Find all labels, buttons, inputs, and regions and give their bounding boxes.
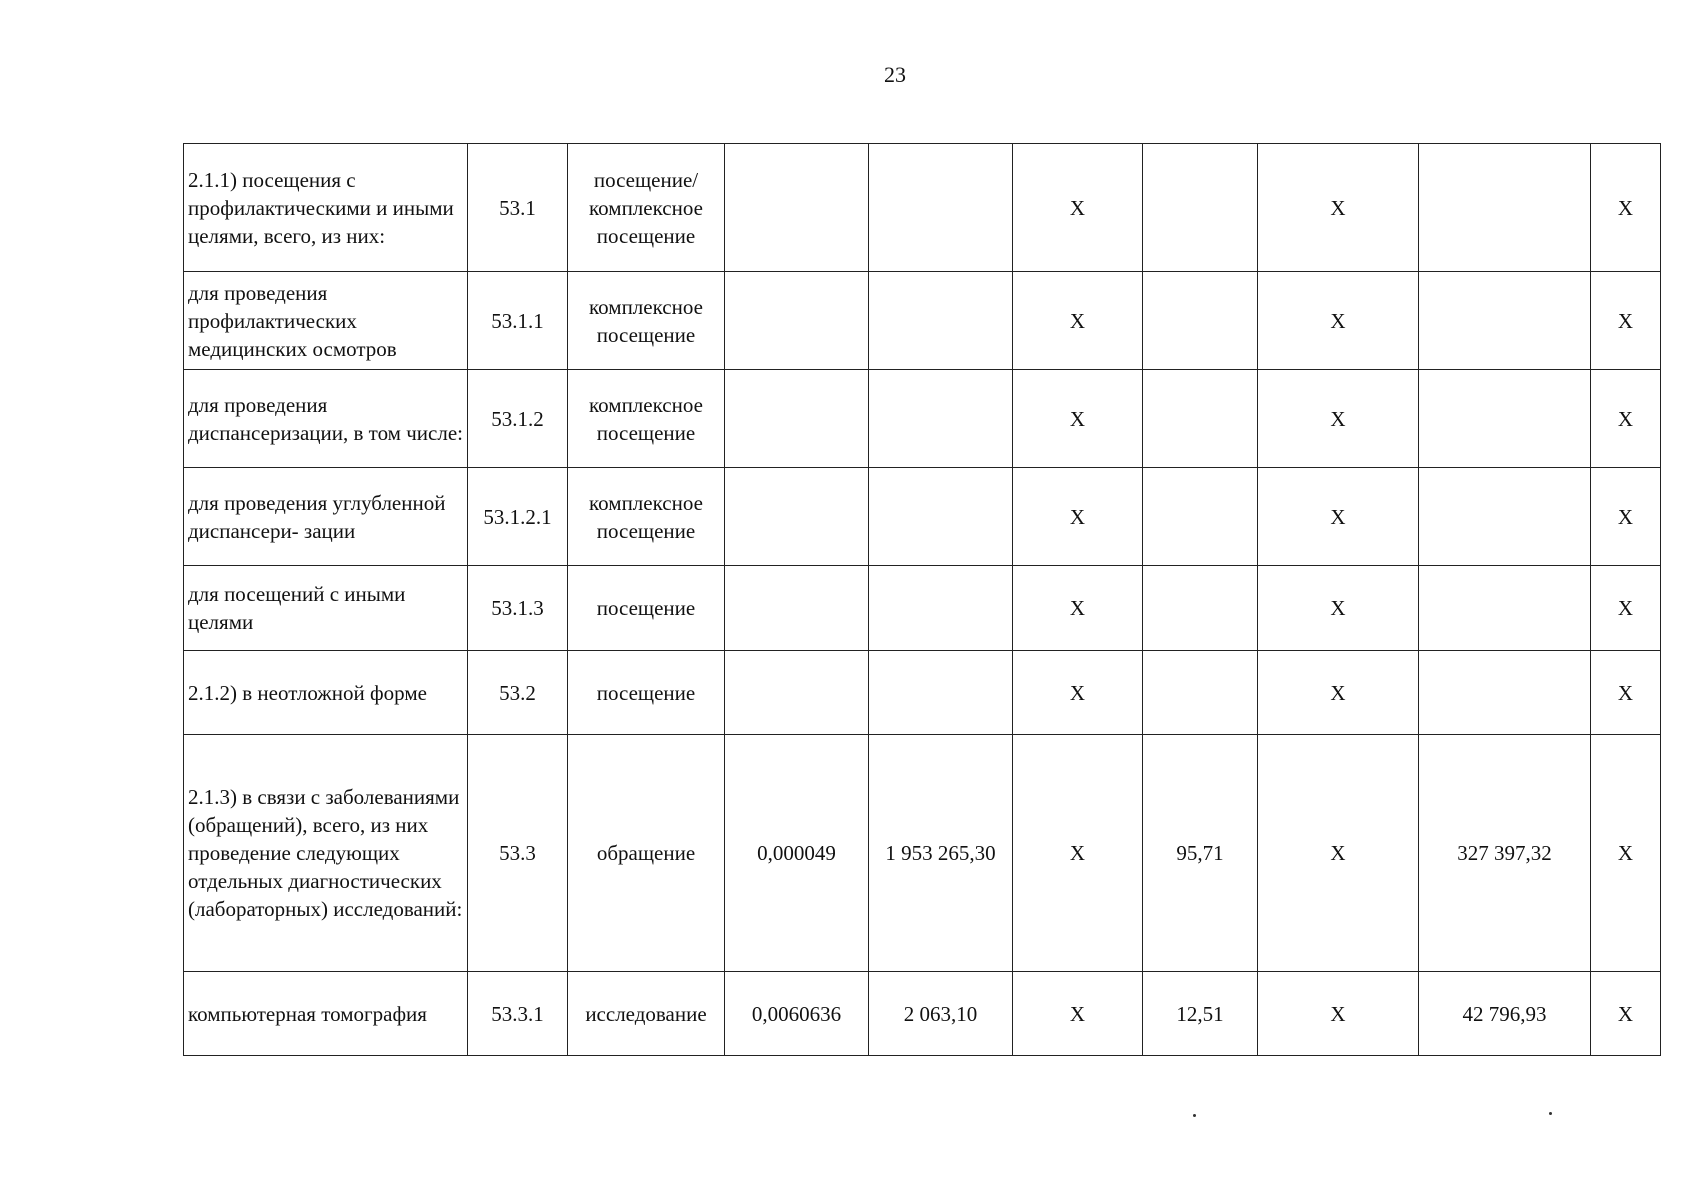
row-value-cell xyxy=(1419,566,1591,651)
row-value-cell: 327 397,32 xyxy=(1419,735,1591,972)
row-x-cell: X xyxy=(1258,735,1419,972)
row-x-cell: X xyxy=(1591,370,1661,468)
row-value-cell: 2 063,10 xyxy=(869,972,1013,1056)
table-row xyxy=(184,144,1661,272)
row-x-cell: X xyxy=(1591,566,1661,651)
row-value-cell xyxy=(869,651,1013,735)
row-x-cell: X xyxy=(1013,566,1143,651)
row-name-cell: для посещений с иными целями xyxy=(184,566,468,651)
row-x-cell: X xyxy=(1591,972,1661,1056)
row-value-cell xyxy=(869,144,1013,272)
row-value-cell xyxy=(1143,144,1258,272)
row-value-cell xyxy=(1419,370,1591,468)
row-unit-cell: посещение/ комплексное посещение xyxy=(568,144,725,272)
table-row xyxy=(184,468,1661,566)
row-x-cell: X xyxy=(1258,566,1419,651)
row-value-cell xyxy=(1143,468,1258,566)
row-code-cell: 53.1.2 xyxy=(468,370,568,468)
row-x-cell: X xyxy=(1258,144,1419,272)
row-value-cell xyxy=(1143,272,1258,370)
row-name-cell: 2.1.1) посещения с профилактическими и иными целями, всего, из них: xyxy=(184,144,468,272)
table-row xyxy=(184,272,1661,370)
row-x-cell: X xyxy=(1013,651,1143,735)
row-value-cell xyxy=(869,272,1013,370)
row-value-cell xyxy=(725,651,869,735)
row-name-cell: для проведения профилактических медицинских осмотров xyxy=(184,272,468,370)
row-value-cell: 42 796,93 xyxy=(1419,972,1591,1056)
row-name-cell: для проведения углубленной диспансери- зации xyxy=(184,468,468,566)
row-x-cell: X xyxy=(1591,468,1661,566)
table-row xyxy=(184,972,1661,1056)
row-value-cell: 1 953 265,30 xyxy=(869,735,1013,972)
page-number: 23 xyxy=(884,62,906,87)
row-name-cell: 2.1.3) в связи с заболеваниями (обращений), всего, из них проведение следующих отдельных диагностических (лабораторных) исследований: xyxy=(184,735,468,972)
row-value-cell xyxy=(725,272,869,370)
row-code-cell: 53.1.1 xyxy=(468,272,568,370)
row-value-cell: 0,000049 xyxy=(725,735,869,972)
row-x-cell: X xyxy=(1258,272,1419,370)
row-value-cell xyxy=(1143,370,1258,468)
row-x-cell: X xyxy=(1013,972,1143,1056)
row-value-cell: 12,51 xyxy=(1143,972,1258,1056)
row-x-cell: X xyxy=(1591,651,1661,735)
row-x-cell: X xyxy=(1258,468,1419,566)
row-value-cell xyxy=(1419,144,1591,272)
row-code-cell: 53.1.3 xyxy=(468,566,568,651)
row-value-cell xyxy=(1143,566,1258,651)
row-value-cell xyxy=(725,370,869,468)
row-x-cell: X xyxy=(1013,272,1143,370)
row-x-cell: X xyxy=(1258,370,1419,468)
scan-speck xyxy=(1193,1114,1196,1117)
row-unit-cell: исследование xyxy=(568,972,725,1056)
row-value-cell: 95,71 xyxy=(1143,735,1258,972)
row-x-cell: X xyxy=(1591,272,1661,370)
row-code-cell: 53.3 xyxy=(468,735,568,972)
row-x-cell: X xyxy=(1013,370,1143,468)
table-row xyxy=(184,370,1661,468)
row-x-cell: X xyxy=(1591,735,1661,972)
row-name-cell: 2.1.2) в неотложной форме xyxy=(184,651,468,735)
row-name-cell: компьютерная томография xyxy=(184,972,468,1056)
row-x-cell: X xyxy=(1591,144,1661,272)
row-unit-cell: обращение xyxy=(568,735,725,972)
row-value-cell xyxy=(725,566,869,651)
row-name-cell: для проведения диспансеризации, в том числе: xyxy=(184,370,468,468)
row-x-cell: X xyxy=(1013,735,1143,972)
row-code-cell: 53.2 xyxy=(468,651,568,735)
row-unit-cell: посещение xyxy=(568,651,725,735)
row-unit-cell: комплексное посещение xyxy=(568,272,725,370)
scan-speck xyxy=(1549,1112,1552,1115)
row-code-cell: 53.1.2.1 xyxy=(468,468,568,566)
row-value-cell xyxy=(1419,651,1591,735)
table-row xyxy=(184,566,1661,651)
row-x-cell: X xyxy=(1258,651,1419,735)
row-value-cell xyxy=(725,144,869,272)
row-value-cell: 0,0060636 xyxy=(725,972,869,1056)
data-table xyxy=(183,143,1661,1056)
row-value-cell xyxy=(725,468,869,566)
row-unit-cell: комплексное посещение xyxy=(568,468,725,566)
row-value-cell xyxy=(1419,468,1591,566)
row-x-cell: X xyxy=(1258,972,1419,1056)
row-value-cell xyxy=(869,370,1013,468)
row-value-cell xyxy=(1419,272,1591,370)
row-x-cell: X xyxy=(1013,468,1143,566)
row-x-cell: X xyxy=(1013,144,1143,272)
row-unit-cell: комплексное посещение xyxy=(568,370,725,468)
table-row xyxy=(184,735,1661,972)
table-row xyxy=(184,651,1661,735)
row-value-cell xyxy=(869,566,1013,651)
row-unit-cell: посещение xyxy=(568,566,725,651)
row-value-cell xyxy=(1143,651,1258,735)
row-code-cell: 53.1 xyxy=(468,144,568,272)
row-code-cell: 53.3.1 xyxy=(468,972,568,1056)
row-value-cell xyxy=(869,468,1013,566)
